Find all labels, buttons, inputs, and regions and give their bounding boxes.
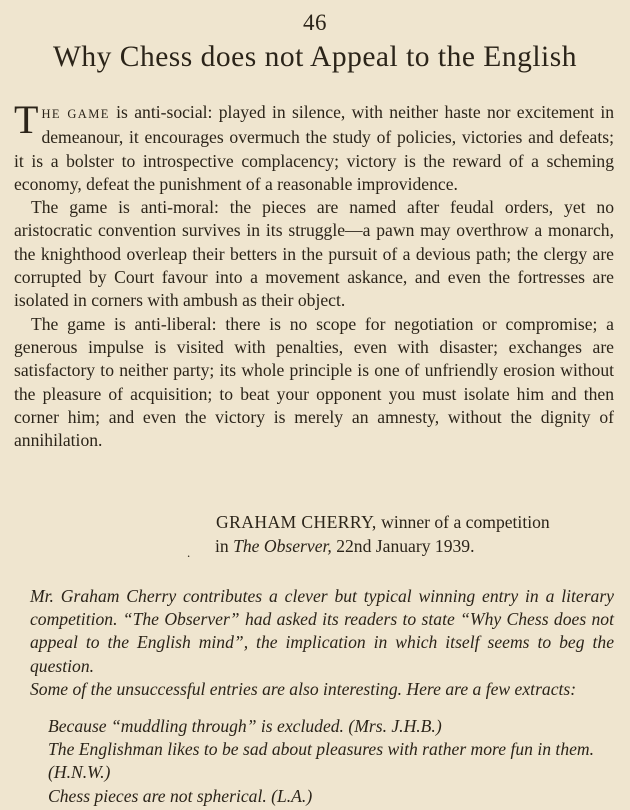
attribution-line-1-rest: winner of a competition xyxy=(376,512,550,532)
attribution-line-1 xyxy=(215,511,615,535)
opening-small-caps: HE GAME xyxy=(41,107,110,121)
stray-print-mark: . xyxy=(187,545,191,560)
page-number: 46 xyxy=(303,10,327,35)
essay-paragraph-1-text: is anti-social: played in silence, with neither haste nor excitement in demeanour, it encourages overmuch the study of policies, victories and defeats; it is a bolster to introspective complacency; victory is the reward of a scheming economy, defeat the punishment of a reasonable improvidence. xyxy=(14,102,614,194)
essay-paragraph-3: The game is anti-liberal: there is no scope for negotiation or compromise; a generous impulse is visited with penalties, even with disaster; exchanges are satisfactory to neither party; its whole principle is one of unfriendly erosion without the pleasure of acquisition; to beat your opponent you must isolate him and then corner him; and even the victory is merely an amnesty, without the dignity of annihilation. xyxy=(14,313,614,451)
drop-cap: T xyxy=(14,97,39,142)
page-title: Why Chess does not Appeal to the English xyxy=(53,41,577,73)
attribution-date: 22nd January 1939. xyxy=(331,535,475,556)
essay-paragraph-2: The game is anti-moral: the pieces are named after feudal orders, yet no aristocratic convention survives in its struggle—a pawn may overthrow a monarch, the knighthood overleap their betters in the pursuit of a devious path; the clergy are corrupted by Court favour into a movement askance, and even the fortresses are isolated in corners with ambush as their object. xyxy=(14,197,614,311)
attribution-line-2 xyxy=(215,535,615,559)
author-name: GRAHAM CHERRY, xyxy=(216,512,377,532)
attribution-line-2-pre: in xyxy=(215,535,234,556)
essay-body xyxy=(14,97,614,452)
editor-commentary xyxy=(30,585,614,701)
commentary-paragraph-1: Mr. Graham Cherry contributes a clever but typical winning entry in a literary competition. “The Observer” had asked its readers to state “Why Chess does not appeal to the English mind”, the implication in which itself seems to beg the question. xyxy=(30,586,614,676)
publication-name: The Observer, xyxy=(233,535,332,556)
extract-item: Chess pieces are not spherical. (L.A.) xyxy=(48,785,313,806)
extracts-list xyxy=(48,715,614,808)
attribution xyxy=(215,511,615,558)
extract-item: The Englishman likes to be sad about pleasures with rather more fun in them. (H.N.W.) xyxy=(48,739,595,783)
commentary-paragraph-2: Some of the unsuccessful entries are also interesting. Here are a few extracts: xyxy=(30,678,577,699)
extract-item: Because “muddling through” is excluded. (Mrs. J.H.B.) xyxy=(48,716,442,736)
essay-paragraph-1 xyxy=(14,97,614,196)
